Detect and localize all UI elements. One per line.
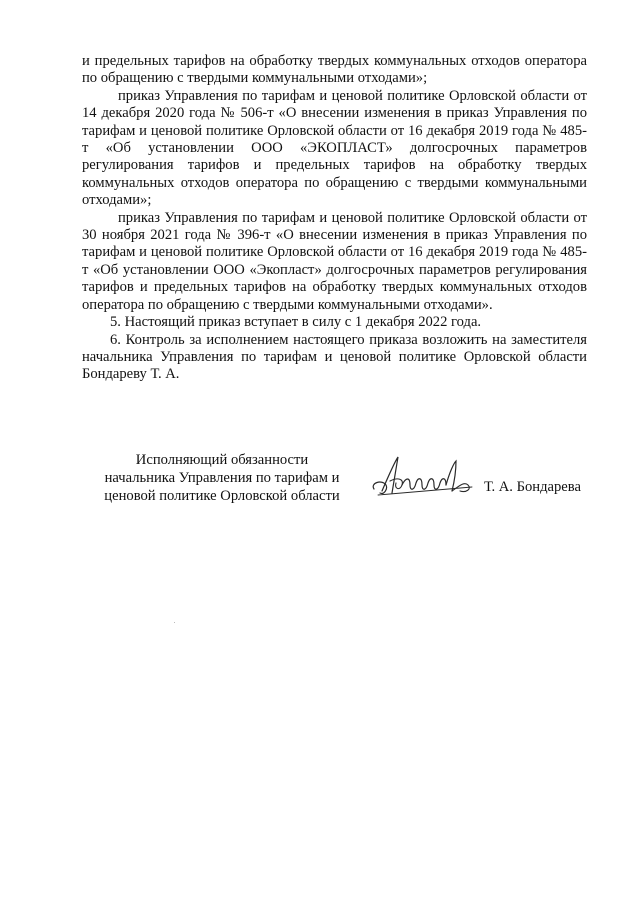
paragraph-item-6: 6. Контроль за исполнением настоящего приказа возложить на заместителя начальника Управления по тарифам и ценовой политике Орловской области Бондареву Т. А. <box>82 331 587 383</box>
signatory-position-line: начальника Управления по тарифам и <box>104 470 340 486</box>
signatory-position-line: ценовой политике Орловской области <box>104 488 340 504</box>
scan-speck <box>174 622 175 623</box>
signatory-position-line: Исполняющий обязанности <box>135 452 309 468</box>
paragraph-order-506: приказ Управления по тарифам и ценовой политике Орловской области от 14 декабря 2020 года № 506-т «О внесении изменения в приказ Управления по тарифам и ценовой политике Орловской области от 16 декабря 2019 года № 485-т «Об установлении ООО «ЭКОПЛАСТ» долгосрочных параметров регулирования тарифов и предельных тарифов на обработку твердых коммунальных отходов оператора по обращению с твердыми коммунальными отходами»; <box>82 87 587 209</box>
signatory-name: Т. А. Бондарева <box>484 479 581 495</box>
signature-block <box>82 451 587 511</box>
paragraph-order-396: приказ Управления по тарифам и ценовой политике Орловской области от 30 ноября 2021 года № 396-т «О внесении изменения в приказ Управления по тарифам и ценовой политике Орловской области от 16 декабря 2019 года № 485-т «Об установлении ООО «Экопласт» долгосрочных параметров регулирования тарифов и предельных тарифов на обработку твердых коммунальных отходов оператора по обращению с твердыми коммунальными отходами». <box>82 209 587 313</box>
signatory-position <box>82 451 362 505</box>
handwritten-signature-icon <box>368 451 480 505</box>
paragraph-item-5: 5. Настоящий приказ вступает в силу с 1 декабря 2022 года. <box>110 314 482 331</box>
document-body <box>82 53 587 384</box>
paragraph-continuation: и предельных тарифов на обработку твердых коммунальных отходов оператора по обращению с твердыми коммунальными отходами»; <box>82 53 587 87</box>
